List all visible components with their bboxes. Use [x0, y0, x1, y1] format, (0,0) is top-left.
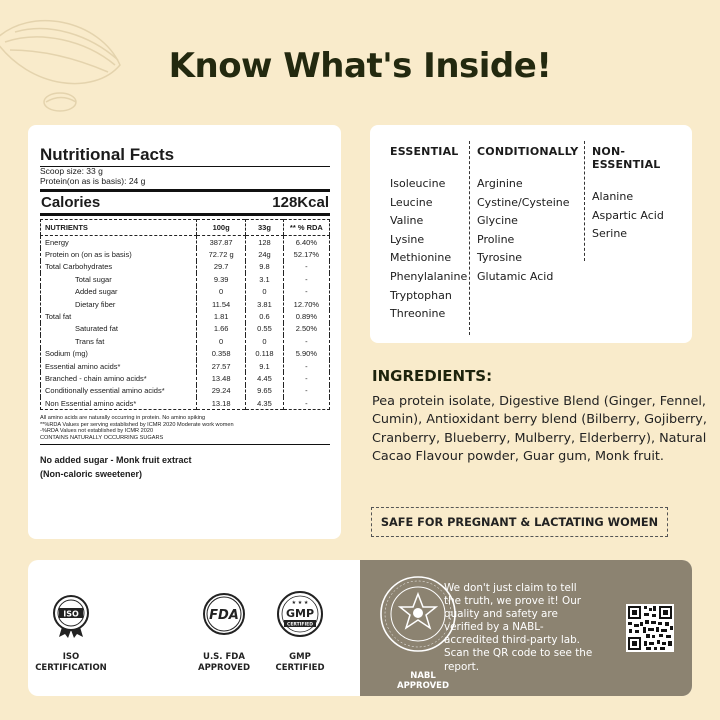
value-rda: 12.70%: [283, 298, 329, 310]
nutrient-name: Branched - chain amino acids*: [45, 373, 147, 383]
nonessential-column: [592, 125, 692, 244]
conditional-column: [477, 125, 578, 287]
list-item: Leucine: [390, 195, 433, 209]
value-rda: -: [283, 335, 329, 347]
value-33g: 9.8: [246, 261, 284, 273]
iso-line2: CERTIFICATION: [35, 663, 107, 673]
essential-column: [390, 125, 467, 324]
gmp-line2: CERTIFIED: [275, 663, 325, 673]
ingredients-text: Pea protein isolate, Digestive Blend (Ginger, Fennel, Cumin), Antioxidant berry blend (Bilberry, Gojiberry, Cranberry, Blueberry, Mulberry, Elderberry), Natural Cacao Flavour powder, Guar gum, Monk fruit.: [372, 394, 707, 464]
nutrient-name: Saturated fat: [75, 324, 118, 334]
nabl-line1: NABL: [410, 671, 436, 681]
value-rda: -: [283, 286, 329, 298]
list-item: Glycine: [477, 214, 518, 228]
value-33g: 0.6: [246, 310, 284, 322]
list-item: Tyrosine: [477, 251, 523, 265]
value-100g: 29.24: [197, 385, 246, 397]
iso-label: [34, 652, 108, 674]
gmp-line1: GMP: [289, 652, 311, 662]
value-33g: 0.55: [246, 323, 284, 335]
iso-badge-icon: [50, 594, 92, 638]
table-row: [41, 248, 330, 260]
value-rda: 0.89%: [283, 310, 329, 322]
protein-basis: Protein(on as is basis): 24 g: [40, 175, 146, 186]
value-100g: 1.66: [197, 323, 246, 335]
nutrition-label: [40, 146, 330, 479]
nabl-line2: APPROVED: [396, 681, 450, 691]
table-row: [41, 372, 330, 384]
essential-list: [390, 175, 467, 324]
value-rda: 2.50%: [283, 323, 329, 335]
page-title: Know What's Inside!: [168, 46, 552, 86]
value-100g: 387.87: [197, 236, 246, 249]
value-33g: 9.65: [246, 385, 284, 397]
amino-acids-card: [370, 125, 692, 343]
note-line: All amino acids are naturally occurring in protein. No amino spiking: [40, 415, 206, 422]
value-33g: 24g: [246, 248, 284, 260]
conditional-list: [477, 175, 578, 287]
nabl-label: [388, 671, 458, 691]
nutrients-table: [40, 219, 330, 410]
value-100g: 1.81: [197, 310, 246, 322]
value-33g: 9.1: [246, 360, 284, 372]
nutrient-name: Dietary fiber: [75, 299, 116, 309]
nutrient-name: Trans fat: [75, 336, 105, 346]
nutrient-name: Protein on (on as is basis): [45, 250, 132, 260]
table-row: [41, 335, 330, 347]
value-100g: 29.7: [197, 261, 246, 273]
nutrient-name: Non Essential amino acids*: [45, 398, 137, 408]
iso-badge-text: ISO: [63, 609, 79, 619]
gmp-badge-icon: [276, 590, 324, 638]
ingredients-heading: INGREDIENTS:: [372, 367, 493, 385]
list-item: Phenylalanine: [390, 269, 468, 283]
table-row: [41, 286, 330, 298]
value-33g: 0.118: [246, 348, 284, 360]
fda-badge-icon: [202, 592, 246, 636]
nutrient-name: Sodium (mg): [45, 349, 88, 359]
fda-label: [188, 652, 260, 674]
table-row: [41, 310, 330, 322]
nutrient-name: Total Carbohydrates: [45, 262, 113, 272]
value-100g: 11.54: [197, 298, 246, 310]
column-header: 33g: [246, 220, 284, 236]
value-100g: 9.39: [197, 273, 246, 285]
nutrient-name: Essential amino acids*: [45, 361, 121, 371]
iso-line1: ISO: [62, 652, 80, 662]
value-33g: 0: [246, 286, 284, 298]
table-row: [41, 273, 330, 285]
note-line: CONTAINS NATURALLY OCCURRING SUGARS: [40, 434, 164, 441]
sweetener-subnote: (Non-caloric sweetener): [40, 469, 143, 480]
list-item: Arginine: [477, 177, 523, 190]
sweetener-note: No added sugar - Monk fruit extract: [40, 455, 192, 466]
fda-line2: APPROVED: [197, 663, 251, 673]
value-rda: -: [283, 385, 329, 397]
value-rda: 5.90%: [283, 348, 329, 360]
value-rda: -: [283, 261, 329, 273]
note-line: **%RDA Values per serving established by ICMR 2020 Moderate work women: [40, 421, 234, 428]
table-row: [41, 385, 330, 397]
nonessential-list: [592, 188, 692, 244]
table-row: [41, 261, 330, 273]
column-header: ** % RDA: [283, 220, 329, 236]
list-item: Tryptophan: [390, 288, 452, 302]
nutrient-name: Total sugar: [75, 274, 112, 284]
nutrient-name: Energy: [45, 237, 69, 247]
fda-badge-text: FDA: [209, 608, 239, 623]
table-row: [41, 348, 330, 360]
list-item: Valine: [390, 214, 424, 228]
value-rda: -: [283, 372, 329, 384]
list-item: Glutamic Acid: [477, 269, 554, 283]
fda-line1: U.S. FDA: [203, 652, 245, 662]
value-33g: 4.35: [246, 397, 284, 410]
column-header: 100g: [197, 220, 246, 236]
table-row: [41, 236, 330, 249]
list-item: Cystine/Cysteine: [477, 195, 570, 209]
value-rda: -: [283, 273, 329, 285]
list-item: Alanine: [592, 190, 634, 203]
table-row: [41, 323, 330, 335]
gmp-badge-text: GMP: [285, 607, 315, 620]
nabl-description: We don't just claim to tell the truth, we prove it! Our quality and safety are verified by a NABL-accredited third-party lab. Scan the QR code to see the report.: [444, 582, 593, 673]
value-33g: 3.1: [246, 273, 284, 285]
column-divider: [584, 141, 585, 261]
value-rda: -: [283, 397, 329, 410]
column-divider: [469, 141, 470, 335]
list-item: Proline: [477, 232, 515, 246]
gmp-badge-subtext: CERTIFIED: [287, 622, 313, 628]
table-row: [41, 360, 330, 372]
nutrition-notes: [40, 415, 330, 445]
calories-value: 128Kcal: [272, 194, 329, 211]
column-header: NUTRIENTS: [41, 220, 197, 236]
value-100g: 27.57: [197, 360, 246, 372]
nutrient-name: Added sugar: [75, 287, 118, 297]
nutrition-heading: Nutritional Facts: [40, 146, 330, 167]
qr-code-icon[interactable]: [626, 604, 674, 652]
calories-row: [40, 189, 330, 216]
value-33g: 3.81: [246, 298, 284, 310]
list-item: Isoleucine: [390, 177, 446, 190]
nonessential-heading: NON-ESSENTIAL: [592, 145, 661, 171]
value-rda: -: [283, 360, 329, 372]
value-100g: 0.358: [197, 348, 246, 360]
nutrient-name: Conditionally essential amino acids*: [45, 386, 165, 396]
list-item: Methionine: [390, 251, 452, 265]
value-rda: 52.17%: [283, 248, 329, 260]
value-33g: 0: [246, 335, 284, 347]
table-row: [41, 397, 330, 410]
value-100g: 0: [197, 335, 246, 347]
note-line: -%RDA Values not established by ICMR 2020: [40, 428, 154, 435]
table-row: [41, 298, 330, 310]
value-33g: 128: [246, 236, 284, 249]
list-item: Threonine: [390, 307, 446, 321]
list-item: Serine: [592, 227, 628, 241]
list-item: Lysine: [390, 232, 425, 246]
gmp-label: [264, 652, 336, 674]
nutrient-name: Total fat: [45, 312, 72, 322]
nutrition-card: [28, 125, 341, 539]
scoop-size: Scoop size: 33 g: [40, 166, 103, 176]
essential-heading: ESSENTIAL: [390, 145, 459, 158]
value-rda: 6.40%: [283, 236, 329, 249]
value-33g: 4.45: [246, 372, 284, 384]
calories-label: Calories: [41, 194, 101, 211]
svg-text:★ ★ ★: ★ ★ ★: [291, 600, 309, 606]
value-100g: 13.48: [197, 372, 246, 384]
value-100g: 0: [197, 286, 246, 298]
safety-badge: SAFE FOR PREGNANT & LACTATING WOMEN: [371, 507, 668, 537]
value-100g: 13.18: [197, 397, 246, 410]
list-item: Aspartic Acid: [592, 208, 664, 222]
value-100g: 72.72 g: [197, 248, 246, 260]
conditional-heading: CONDITIONALLY: [477, 145, 579, 158]
